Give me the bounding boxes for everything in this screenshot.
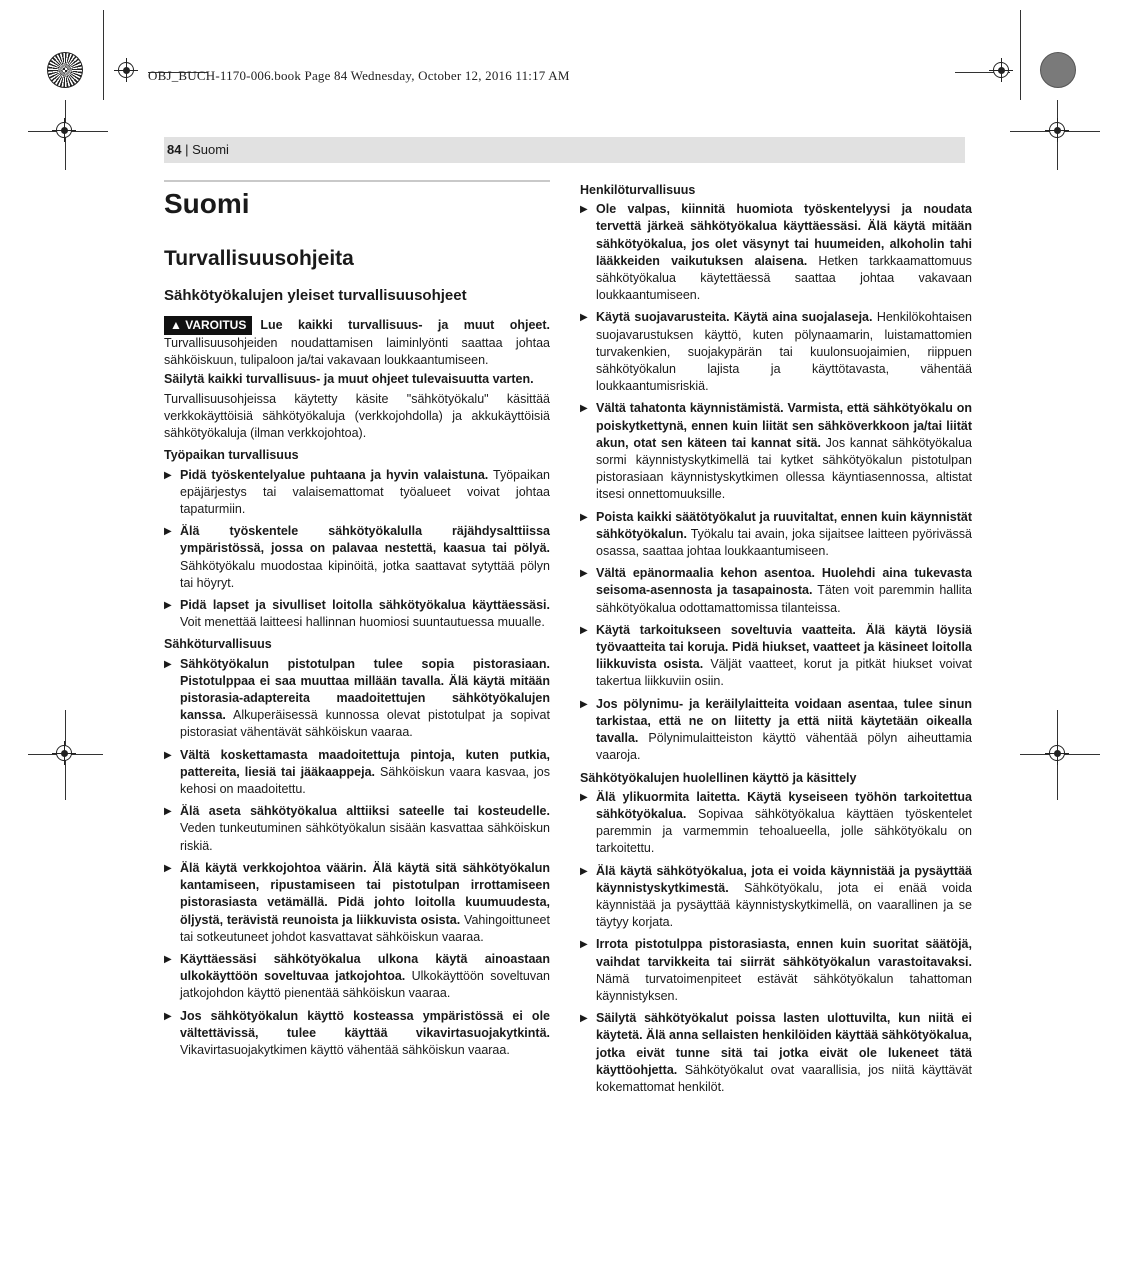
item-bold: Pidä lapset ja sivulliset loitolla sähkötyökalua käyttäessäsi. (180, 598, 550, 613)
registration-mark-icon (56, 745, 72, 761)
divider (164, 180, 550, 182)
item-bold: Jos sähkötyökalun käyttö kosteassa ympäristössä ei ole vältettävissä, tulee käyttää vikavirtasuojakytkintä. (180, 1008, 550, 1040)
bullet-arrow-icon: ▶ (580, 865, 588, 877)
item-bold: Ole valpas, kiinnitä huomiota työskentelyysi ja noudata tervettä järkeä sähkötyökalua käyttäessäsi. Älä käytä mitään sähkötyökalua, jos olet väsynyt tai huumeiden, alkoholin tahi lääkkeiden vaikutuksen alaisena. (596, 202, 972, 268)
registration-mark-icon (118, 62, 134, 78)
list-item (580, 201, 972, 304)
bullet-arrow-icon: ▶ (164, 1010, 172, 1022)
item-bold: Älä käytä verkkojohtoa väärin. Älä käytä sitä sähkötyökalun kantamiseen, ripustamiseen tai pistotulpan irrottamiseen pistorasiasta vetämällä. Pidä johto loitolla kuumuudesta, öljystä, terävistä reunoista ja liikkuvista osista. (180, 860, 550, 927)
subsection-title: Sähkötyökalujen huolellinen käyttö ja käsittely (580, 770, 857, 785)
list-item (580, 565, 972, 617)
section-subheading: Sähkötyökalujen yleiset turvallisuusohjeet (164, 287, 467, 304)
registration-mark-icon (1049, 745, 1065, 761)
list-item (580, 936, 972, 1005)
bullet-arrow-icon: ▶ (580, 568, 588, 580)
warning-triangle-icon: ▲ (170, 318, 182, 332)
bullet-arrow-icon: ▶ (580, 511, 588, 523)
list-item (580, 309, 972, 395)
item-text: Ulkokäyttöön soveltuvan jatkojohdon käyttö pienentää sähköiskun vaaraa. (180, 969, 550, 1001)
item-text: Sopivaa sähkötyökalua käyttäen työskentelet paremmin ja varmemmin tehoalueella, jolle sähkötyökalu on tarkoitettu. (596, 806, 972, 856)
bullet-arrow-icon: ▶ (164, 526, 172, 538)
bullet-arrow-icon: ▶ (164, 806, 172, 818)
warning-text: Turvallisuusohjeiden noudattamisen laiminlyönti saattaa johtaa sähköiskuun, tulipaloon ja/tai vakavaan loukkaantumiseen. (164, 336, 550, 368)
bullet-arrow-icon: ▶ (164, 862, 172, 874)
bullet-arrow-icon: ▶ (580, 698, 588, 710)
list-item (580, 789, 972, 858)
item-bold: Älä aseta sähkötyökalua alttiiksi sateelle tai kosteudelle. (180, 804, 550, 819)
bullet-arrow-icon: ▶ (580, 791, 588, 803)
list-item (164, 597, 550, 631)
list-item (164, 803, 550, 855)
item-text: Vahingoittuneet tai sotkeutuneet johdot kasvattavat sähköiskun vaaraa. (180, 912, 550, 944)
registration-mark-icon (993, 62, 1009, 78)
item-text: Sähkötyökalu muodostaa kipinöitä, jotka saattavat sytyttää pölyn tai höyryt. (180, 558, 550, 590)
item-text: Henkilökohtaisen suojavarustuksen käyttö, kuten pölynaamarin, luistamattomien turvakenkien, suojakypärän tai kuulonsuojaimien, riippuen sähkötyökalun lajista ja käyttötavasta, vähentää loukkaantumisriskiä. (596, 310, 973, 394)
list-item (580, 400, 972, 503)
item-bold: Jos pölynimu- ja keräilylaitteita voidaan asentaa, tulee sinun tarkistaa, että ne on liitetty ja että niitä käytetään oikealla tavalla. (596, 696, 972, 746)
item-text: Nämä turvatoimenpiteet estävät sähkötyökalun tahattoman käynnistyksen. (596, 971, 972, 1003)
item-bold: Käyttäessäsi sähkötyökalua ulkona käytä ainoastaan ulkokäyttöön soveltuvaa jatkojohtoa. (180, 951, 550, 984)
page-title: Suomi (164, 188, 250, 219)
bullet-arrow-icon: ▶ (164, 469, 172, 481)
list-item (164, 523, 550, 592)
definition-text: Turvallisuusohjeissa käytetty käsite "sähkötyökalu" käsittää verkkokäyttöisiä sähkötyökaluja (verkkojohdolla) ja akkukäyttöisiä sähkötyökaluja (ilman verkkojohtoa). (164, 391, 550, 441)
registration-wheel-icon (47, 52, 83, 88)
item-bold: Käytä tarkoitukseen soveltuvia vaatteita. Älä käytä löysiä työvaatteita tai koruja. Pidä hiukset, vaatteet ja käsineet loitolla liikkuvista osista. (596, 622, 972, 672)
item-text: Täten voit paremmin hallita sähkötyökalua odottamattomissa tilanteissa. (596, 583, 972, 615)
item-bold: Käytä suojavarusteita. Käytä aina suojalaseja. (596, 310, 873, 325)
bullet-arrow-icon: ▶ (580, 939, 588, 951)
subsection-title: Työpaikan turvallisuus (164, 448, 299, 463)
list-item (580, 622, 972, 691)
item-bold: Vältä koskettamasta maadoitettuja pintoja, kuten putkia, pattereita, liesiä tai jääkaappeja. (180, 747, 550, 779)
warning-block (164, 316, 550, 370)
item-text: Sähkötyökalu, jota ei enää voida käynnistää ja pysäyttää käynnistyskytkimellä, on vaarallinen ja se täytyy korjata. (596, 880, 972, 930)
left-sections (164, 447, 550, 1059)
bullet-arrow-icon: ▶ (164, 953, 172, 965)
registration-mark-icon (1049, 122, 1065, 138)
bullet-arrow-icon: ▶ (580, 204, 588, 216)
bullet-arrow-icon: ▶ (580, 1013, 588, 1025)
right-column (580, 178, 972, 1101)
item-bold: Vältä epänormaalia kehon asentoa. Huolehdi aina tukevasta seisoma-asennosta ja tasapainosta. (596, 566, 972, 598)
registration-mark-icon (56, 122, 72, 138)
bullet-arrow-icon: ▶ (580, 403, 588, 415)
item-bold: Älä ylikuormita laitetta. Käytä kyseiseen työhön tarkoitettua sähkötyökalua. (596, 789, 972, 821)
page-header: 84 | Suomi (164, 137, 965, 163)
list-item (580, 863, 972, 932)
warning-badge-label: VAROITUS (185, 318, 247, 332)
item-text: Voit menettää laitteesi hallinnan huomiosi suuntautuessa muualle. (180, 615, 545, 630)
warning-badge (164, 316, 252, 335)
bullet-arrow-icon: ▶ (580, 312, 588, 324)
list-item (164, 951, 550, 1003)
item-bold: Irrota pistotulppa pistorasiasta, ennen kuin suoritat säätöjä, vaihdat tarvikkeita tai siirrät sähkötyökalun varastoitavaksi. (596, 937, 972, 969)
list-item (580, 509, 972, 561)
item-bold: Sähkötyökalun pistotulpan tulee sopia pistorasiaan. Pistotulppaa ei saa muuttaa millään tavalla. Älä käytä mitään pistorasia-adaptereita maadoitettujen sähkötyökalujen kanssa. (180, 656, 550, 723)
list-item (164, 656, 550, 742)
list-item (164, 747, 550, 799)
left-column (164, 180, 550, 1064)
subsection-title: Henkilöturvallisuus (580, 183, 696, 197)
item-text: Sähkötyökalut ovat vaarallisia, jos niitä käyttävät kokemattomat henkilöt. (596, 1062, 972, 1094)
bullet-arrow-icon: ▶ (164, 600, 172, 612)
item-text: Veden tunkeutuminen sähkötyökalun sisään kasvattaa sähköiskun riskiä. (180, 821, 550, 853)
list-item (164, 467, 550, 519)
list-item (164, 860, 550, 946)
item-text: Hetken tarkkaamattomuus sähkötyökalua käytettäessä saattaa johtaa vakavaan loukkaantumiseen. (596, 253, 972, 303)
list-item (580, 696, 972, 765)
list-item (164, 1008, 550, 1060)
item-text: Työpaikan epäjärjestys tai valaisemattomat työalueet voivat johtaa tapaturmiin. (180, 467, 550, 517)
item-bold: Vältä tahatonta käynnistämistä. Varmista, että sähkötyökalu on poiskytkettynä, ennen kuin liität sen sähköverkkoon ja/tai liität akun, otat sen käteen tai kannat sitä. (596, 401, 972, 450)
section-heading: Turvallisuusohjeita (164, 247, 354, 270)
warning-lead: Lue kaikki turvallisuus- ja muut ohjeet. (260, 317, 550, 332)
list-item (580, 1010, 972, 1096)
item-text: Alkuperäisessä kunnossa olevat pistotulpat ja sopivat pistorasiat vähentävät sähköiskun vaaraa. (180, 708, 550, 740)
item-text: Väljät vaatteet, korut ja pitkät hiukset voivat takertua liikkuviin osiin. (596, 657, 972, 689)
item-text: Sähköiskun vaara kasvaa, jos kehosi on maadoitettu. (180, 764, 551, 797)
header-section: Suomi (192, 142, 229, 157)
item-text: Työkalu tai avain, joka sijaitsee laitteen pyörivässä osassa, saattaa johtaa loukkaantumiseen. (596, 526, 972, 559)
item-text: Vikavirtasuojakytkimen käyttö vähentää sähköiskun vaaraa. (180, 1042, 510, 1057)
subsection-title: Sähköturvallisuus (164, 637, 272, 652)
item-bold: Poista kaikki säätötyökalut ja ruuvitaltat, ennen kuin käynnistät sähkötyökalun. (596, 509, 972, 541)
bullet-arrow-icon: ▶ (580, 624, 588, 636)
item-text: Jos kannat sähkötyökalua sormi käynnistyskytkimellä tai kytket sähkötyökalun pistotulpan pistorasiaan käynnistyskytkimen ollessa käyntiasennossa, altistat itsesi onnettomuuksille. (596, 435, 972, 502)
item-bold: Älä käytä sähkötyökalua, jota ei voida käynnistää ja pysäyttää käynnistyskytkimestä. (596, 863, 972, 895)
registration-disc-icon (1040, 52, 1076, 88)
item-bold: Pidä työskentelyalue puhtaana ja hyvin valaistuna. (180, 467, 489, 482)
item-text: Pölynimulaitteiston käyttö vähentää pölyn aiheuttamia vaaroja. (596, 731, 972, 763)
item-bold: Säilytä sähkötyökalut poissa lasten ulottuvilta, kun niitä ei käytetä. Älä anna sellaisten henkilöiden käyttää sähkötyökalua, jotka eivät tunne sitä tai jotka eivät ole lukeneet tätä käyttöohjetta. (596, 1011, 972, 1077)
bullet-arrow-icon: ▶ (164, 749, 172, 761)
print-slug: OBJ_BUCH-1170-006.book Page 84 Wednesday, October 12, 2016 11:17 AM (148, 68, 570, 83)
bullet-arrow-icon: ▶ (164, 658, 172, 670)
keep-instructions: Säilytä kaikki turvallisuus- ja muut ohjeet tulevaisuutta varten. (164, 371, 534, 386)
right-sections (580, 182, 972, 1096)
item-bold: Älä työskentele sähkötyökalulla räjähdysalttiissa ympäristössä, jossa on palavaa nestettä, kaasua tai pölyä. (180, 524, 550, 556)
page-number: 84 (167, 142, 182, 157)
